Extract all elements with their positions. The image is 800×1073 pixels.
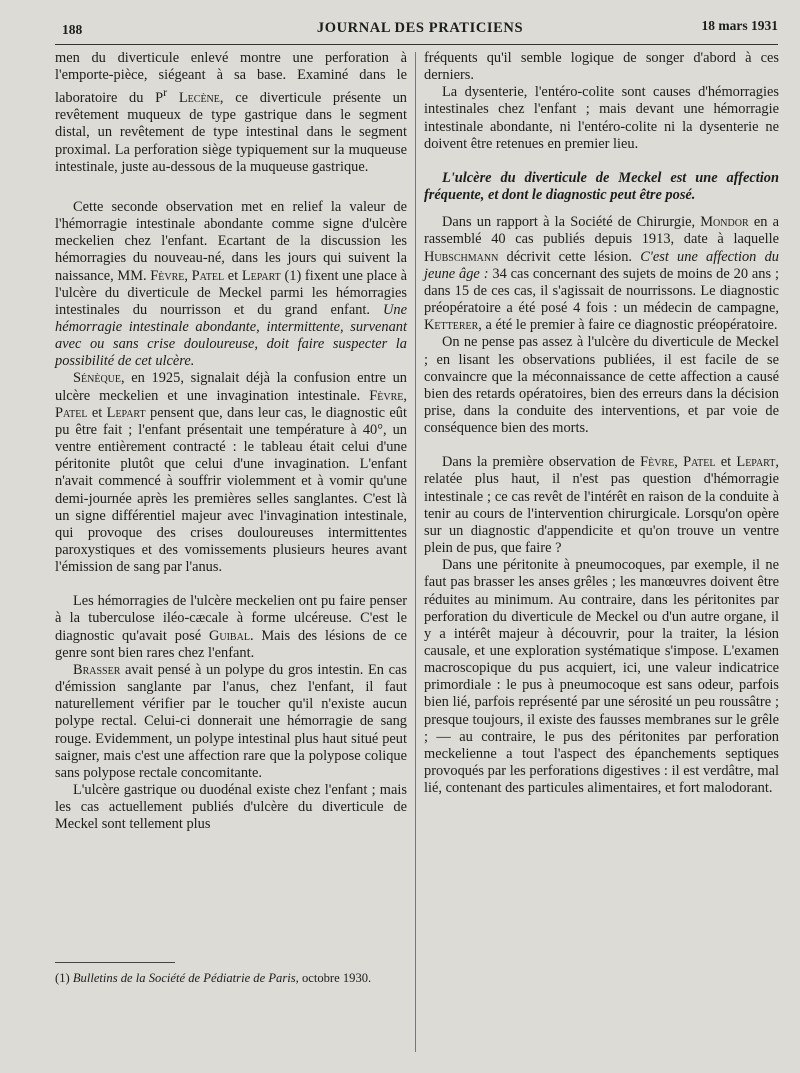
- paragraph: On ne pense pas assez à l'ulcère du diverticule de Meckel ; en lisant les observations publiées, il est facile de se convaincre que la méconnaissance de cette affection a causé bien des retards opératoires, bien des erreurs dans la décision prise, dans la conduite des interventions, et par voie de conséquence bien des morts.: [424, 334, 779, 437]
- paragraph: Dans un rapport à la Société de Chirurgie, Mondor en a rassemblé 40 cas publiés depuis 1913, date à laquelle Hubschmann décrivit cette lésion. C'est une affection du jeune âge : 34 cas concernant des sujets de moins de 20 ans ; dans 15 de ces cas, il s'agissait de nourrissons. Le diagnostic préopératoire a été posé 4 fois : un médecin de campagne, Ketterer, a été le premier à faire ce diagnostic préopératoire.: [424, 214, 779, 334]
- paragraph: L'ulcère gastrique ou duodénal existe chez l'enfant ; mais les cas actuellement publiés d'ulcère du diverticule de Meckel sont tellement plus: [55, 782, 407, 833]
- right-column: [424, 50, 779, 797]
- page-header: [62, 18, 778, 40]
- journal-title: JOURNAL DES PRATICIENS: [316, 20, 524, 36]
- footnote-rule: [55, 962, 175, 963]
- issue-date: 18 mars 1931: [701, 18, 778, 33]
- footnote: (1) Bulletins de la Société de Pédiatrie de Paris, octobre 1930.: [55, 971, 372, 985]
- paragraph: Sénèque, en 1925, signalait déjà la confusion entre un ulcère meckelien et une invagination intestinale. Fèvre, Patel et Lepart pensent que, dans leur cas, le diagnostic eût pu être fait ; l'enfant présentait une température à 40°, un ventre entièrement contracté : le tableau était celui d'une péritonite plutôt que celui d'une invagination. L'enfant n'avait commencé à souffrir violemment et à vomir qu'une demi-journée après les premières selles sanglantes. C'est là un signe différentiel majeur avec l'invagination intestinale, qui provoque des crises douloureuses intermittentes paroxystiques et des vomissements plusieurs heures avant l'émission de sang par l'anus.: [55, 370, 407, 576]
- paragraph: men du diverticule enlevé montre une perforation à l'emporte-pièce, siégeant à sa base. Examiné dans le laboratoire du $P^r$ Lecène, ce diverticule présente un revêtement muqueux de type gastrique dans le segment distal, un revêtement de type intestinal dans le segment proximal. La perforation siège typiquement sur la muqueuse intestinale, juste au-dessous de la muqueuse gastrique.: [55, 50, 407, 175]
- paragraph: Cette seconde observation met en relief la valeur de l'hémorragie intestinale abondante comme signe d'ulcère meckelien chez l'enfant. Ecartant de la discussion les hémorragies du nouveau-né, dans les jours qui suivent la naissance, MM. Fèvre, Patel et Lepart (1) fixent une place à l'ulcère du diverticule de Meckel parmi les hémorragies intestinales du nourrisson et du grand enfant. Une hémorragie intestinale abondante, intermittente, survenant avec ou sans crise douloureuse, doit faire suspecter la possibilité de cet ulcère.: [55, 198, 407, 370]
- paragraph: La dysenterie, l'entéro-colite sont causes d'hémorragies intestinales chez l'enfant ; mais devant une hémorragie intestinale abondante, ni l'entéro-colite ni la dysenterie ne doivent être retenues en premier lieu.: [424, 84, 779, 152]
- paragraph: Dans la première observation de Fèvre, Patel et Lepart, relatée plus haut, il n'est pas question d'hémorragie intestinale ; ce cas revêt de l'intérêt en raison de la conduite à tenir au cours de l'intervention chirurgicale. Lorsqu'on opère sur un diagnostic d'appendicite et qu'on trouve un ventre plein de pus, que faire ?: [424, 454, 779, 557]
- paragraph: fréquents qu'il semble logique de songer d'abord à ces derniers.: [424, 50, 779, 84]
- header-rule: [55, 44, 778, 45]
- left-column: [55, 50, 407, 834]
- paragraph: Dans une péritonite à pneumocoques, par exemple, il ne faut pas brasser les anses grêles ; les manœuvres doivent être réduites au minimum. Au contraire, dans les péritonites par perforation du diverticule de Meckel ou d'un autre organe, il y a intérêt majeur à découvrir, pour la traiter, la lésion causale, et une exploration systématique s'impose. L'examen macroscopique du pus acquiert, ici, une valeur indicatrice primordiale : le pus à pneumocoque est sans odeur, parfois bien lié, parfois représenté par une sérosité un peu roussâtre ; presque toujours, il existe des fausses membranes sur le grêle ; — au contraire, le pus des péritonites par perforation meckelienne a tout l'aspect des épanchements septiques provoqués par les perforations digestives : il est verdâtre, mal lié, contenant des particules alimentaires, et fort malodorant.: [424, 557, 779, 797]
- page-number: 188: [62, 22, 83, 37]
- paragraph: Les hémorragies de l'ulcère meckelien ont pu faire penser à la tuberculose iléo-cæcale à forme ulcéreuse. C'est le diagnostic qu'avait posé Guibal. Mais des lésions de ce genre sont bien rares chez l'enfant.: [55, 593, 407, 661]
- paragraph: Brasser avait pensé à un polype du gros intestin. En cas d'émission sanglante par l'anus, chez l'enfant, il faut naturellement vérifier par le toucher qu'il n'existe aucun polype rectal. Celui-ci donnerait une hémorragie de sang rouge. Evidemment, un polype intestinal plus haut situé peut saigner, mais c'est une affection rare que la polypose colique sans polypose rectale concomitante.: [55, 661, 407, 781]
- column-divider: [415, 52, 416, 1052]
- section-heading: L'ulcère du diverticule de Meckel est une affection fréquente, et dont le diagnostic peut être posé.: [424, 169, 779, 204]
